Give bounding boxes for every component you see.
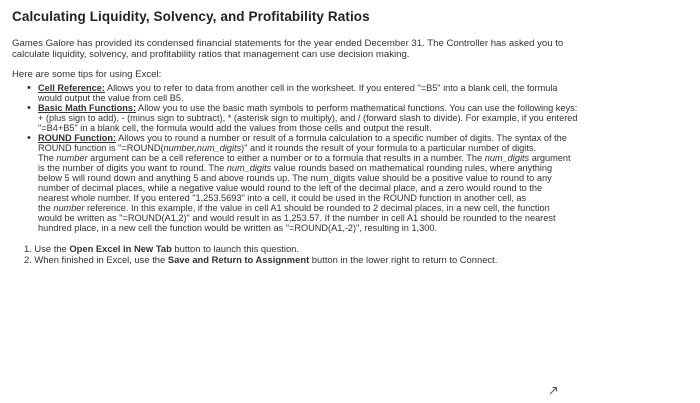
tip-text: is the number of digits you want to round. The	[38, 163, 227, 173]
tip-italic: num_digits	[484, 153, 530, 163]
tip-round-function	[28, 133, 686, 233]
intro-line: Games Galore has provided its condensed financial statements for the year ended December 31. The Controller has asked you to	[12, 38, 564, 49]
tip-text: Allows you to refer to data from another cell in the worksheet. If you entered "=B5" into a blank cell, the formula	[104, 83, 558, 93]
page-title: Calculating Liquidity, Solvency, and Profitability Ratios	[12, 9, 370, 24]
tips-list	[12, 83, 686, 233]
tip-italic: number,num_digits	[163, 143, 242, 153]
tip-text: nearest whole number. If you entered "1,253.5693" into a cell, it could be used in the ROUND function in another cell, as	[38, 193, 527, 203]
tip-italic: num_digits	[226, 163, 272, 173]
tip-text: + (plus sign to add), - (minus sign to subtract), * (asterisk sign to multiply), and / (forward slash to divide). For example, if you entered	[38, 113, 578, 123]
tip-text: would output the value from cell B5.	[38, 93, 184, 103]
intro-paragraph	[12, 38, 686, 60]
tip-text: )" and it rounds the result of your formula to a particular number of digits.	[241, 143, 537, 153]
tip-text: Allow you to use the basic math symbols to perform mathematical functions. You can use the following keys:	[136, 103, 578, 113]
tip-text: below 5 will round down and anything 5 and above rounds up. The num_digits value should be a positive value to round to any	[38, 173, 552, 183]
tip-text: "=B4+B5" in a blank cell, the formula would add the values from those cells and output the result.	[38, 123, 432, 133]
tip-text: value rounds based on mathematical rounding rules, where anything	[271, 163, 553, 173]
open-excel-reference: Open Excel in New Tab	[69, 243, 172, 254]
tips-intro: Here are some tips for using Excel:	[12, 69, 162, 80]
tip-text: argument can be a cell reference to either a number or to a formula that results in a number. The	[87, 153, 485, 163]
tip-italic: number	[56, 153, 88, 163]
tip-text: argument	[529, 153, 571, 163]
tip-italic: number	[53, 203, 85, 213]
tip-cell-reference	[28, 83, 686, 103]
tip-term: Basic Math Functions:	[38, 103, 137, 113]
instruction-steps	[12, 243, 686, 265]
tip-term: ROUND Function:	[38, 133, 117, 143]
step-2: 2. When finished in Excel, use the Save and Return to Assignment button in the lower right to return to Connect.	[24, 254, 498, 265]
mouse-pointer-icon	[549, 386, 558, 395]
tip-text: reference. In this example, if the value in cell A1 should be rounded to 2 decimal places, in a new cell, the function	[84, 203, 550, 213]
step-1: 1. Use the Open Excel in New Tab button to launch this question.	[24, 243, 299, 254]
tip-text: ROUND function is "=ROUND(	[38, 143, 164, 153]
tip-text: hundred place, in a new cell the function would be written as "=ROUND(A1,-2)", resulting in 1,300.	[38, 223, 437, 233]
save-return-reference: Save and Return to Assignment	[167, 254, 310, 265]
tip-basic-math	[28, 103, 686, 133]
tip-text: number of decimal places, while a negative value would round to the left of the decimal place, and a zero would round to the	[38, 183, 543, 193]
tip-text: the	[38, 203, 54, 213]
tip-text: would be written as "=ROUND(A1,2)" and would result in as 1,253.57. If the number in cell A1 should be rounded to the nearest	[38, 213, 556, 223]
tip-text: Allows you to round a number or result of a formula calculation to a specific number of digits. The syntax of the	[116, 133, 567, 143]
tip-text: The	[38, 153, 57, 163]
tip-term: Cell Reference:	[38, 83, 105, 93]
intro-line: calculate liquidity, solvency, and profitability ratios that management can use decision making.	[12, 49, 410, 60]
